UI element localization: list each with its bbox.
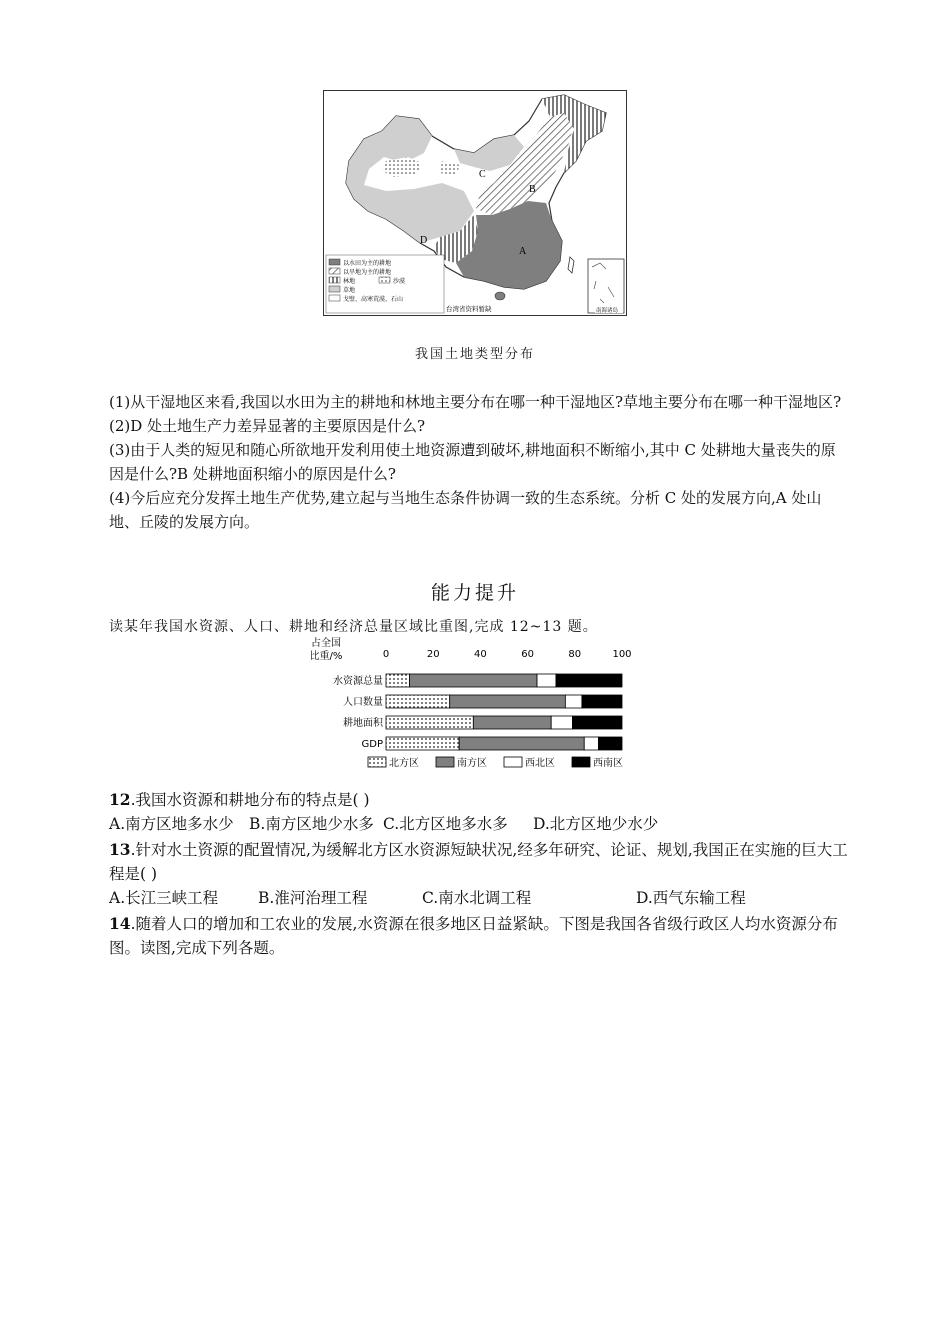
category-label: GDP <box>361 739 383 750</box>
taiwan-island <box>568 257 574 273</box>
bar-segment <box>582 695 622 708</box>
question-1: (1)从干湿地区来看,我国以水田为主的耕地和林地主要分布在哪一种干湿地区?草地主要分布在哪一种干湿地区? <box>109 393 842 411</box>
axis-title-line1: 占全国 <box>311 638 341 649</box>
map-legend <box>326 255 444 313</box>
bar-segment <box>598 737 622 750</box>
q12-option-c[interactable]: C.北方区地多水多 <box>383 815 508 833</box>
map-label-b: B <box>529 184 536 195</box>
legend-desert: 沙漠 <box>393 278 406 285</box>
map-label-d: D <box>420 235 428 246</box>
bar-segment <box>572 716 622 729</box>
bar-segment <box>450 695 566 708</box>
x-tick-label: 40 <box>474 649 487 660</box>
q14-number: 14 <box>109 914 131 933</box>
q12-option-b[interactable]: B.南方区地少水多 <box>249 815 374 833</box>
china-map-graphic <box>324 91 626 315</box>
bar-segment <box>584 737 598 750</box>
section-title: 能力提升 <box>430 582 519 604</box>
stacked-bar-svg <box>300 637 650 777</box>
bar-segment <box>386 674 410 687</box>
map-caption: 我国土地类型分布 <box>414 347 535 362</box>
map-label-a: A <box>519 246 527 257</box>
category-label: 人口数量 <box>343 697 383 708</box>
legend-label: 西南区 <box>593 758 623 769</box>
q12-stem: .我国水资源和耕地分布的特点是( ) <box>130 791 370 809</box>
hainan-island <box>495 292 505 300</box>
question-3: (3)由于人类的短见和随心所欲地开发利用使土地资源遭到破坏,耕地面积不断缩小,其中 C 处耕地大量丧失的原因是什么?B 处耕地面积缩小的原因是什么? <box>109 441 836 483</box>
bar-segment <box>473 716 551 729</box>
q13-option-a[interactable]: A.长江三峡工程 <box>109 889 219 907</box>
legend-swatch <box>436 757 454 767</box>
x-tick-label: 60 <box>521 649 534 660</box>
q14-stem: .随着人口的增加和工农业的发展,水资源在很多地区日益紧缺。下图是我国各省级行政区人均水资源分布图。读图,完成下列各题。 <box>109 915 838 957</box>
bar-segment <box>556 674 622 687</box>
question-12 <box>109 788 854 836</box>
x-tick-label: 0 <box>382 649 390 660</box>
resource-share-chart <box>300 637 650 777</box>
q13-option-c[interactable]: C.南水北调工程 <box>422 889 532 907</box>
q13-stem: .针对水土资源的配置情况,为缓解北方区水资源短缺状况,经多年研究、论证、规划,我国正在实施的巨大工程是( ) <box>109 841 848 883</box>
bar-segment <box>386 716 473 729</box>
legend-dryland: 以旱地为主的耕地 <box>343 269 392 276</box>
q13-option-d[interactable]: D.西气东输工程 <box>636 889 746 907</box>
map-questions <box>109 390 849 534</box>
category-label: 耕地面积 <box>343 718 383 729</box>
axis-title-line2: 比重/% <box>309 651 343 662</box>
category-label: 水资源总量 <box>333 676 383 687</box>
legend-label: 南方区 <box>457 758 487 769</box>
map-label-c: C <box>479 169 486 180</box>
legend-label: 西北区 <box>525 758 555 769</box>
legend-gobi: 戈壁、高寒荒漠、石山 <box>343 296 404 303</box>
legend-swatch <box>504 757 522 767</box>
legend-label: 北方区 <box>389 758 419 769</box>
land-type-map <box>323 90 627 316</box>
q12-option-d[interactable]: D.北方区地少水少 <box>533 815 659 833</box>
south-sea-inset <box>588 259 624 313</box>
question-14 <box>109 912 854 960</box>
legend-swatch <box>368 757 386 767</box>
q13-option-b[interactable]: B.淮河治理工程 <box>258 889 368 907</box>
inset-label: 南海诸岛 <box>596 308 619 314</box>
q12-option-a[interactable]: A.南方区地多水少 <box>109 815 234 833</box>
legend-grassland: 草地 <box>343 287 356 294</box>
legend-forest: 林地 <box>343 278 356 285</box>
question-2: (2)D 处土地生产力差异显著的主要原因是什么? <box>109 417 426 435</box>
bar-segment <box>565 695 582 708</box>
chart-intro: 读某年我国水资源、人口、耕地和经济总量区域比重图,完成 12~13 题。 <box>109 619 598 635</box>
question-4: (4)今后应充分发挥土地生产优势,建立起与当地生态条件协调一致的生态系统。分析 C 处的发展方向,A 处山地、丘陵的发展方向。 <box>109 489 822 531</box>
bar-segment <box>386 695 450 708</box>
legend-swatch <box>572 757 590 767</box>
q12-number: 12 <box>109 790 131 809</box>
bar-segment <box>459 737 584 750</box>
bar-segment <box>410 674 537 687</box>
q13-number: 13 <box>109 840 131 859</box>
x-tick-label: 80 <box>568 649 582 660</box>
taiwan-note: 台湾省资料暂缺 <box>446 305 492 313</box>
x-tick-label: 100 <box>612 649 632 660</box>
bar-segment <box>537 674 556 687</box>
x-tick-label: 20 <box>426 649 440 660</box>
question-13 <box>109 838 854 910</box>
bar-segment <box>551 716 572 729</box>
legend-paddy: 以水田为主的耕地 <box>343 260 392 267</box>
bar-segment <box>386 737 459 750</box>
